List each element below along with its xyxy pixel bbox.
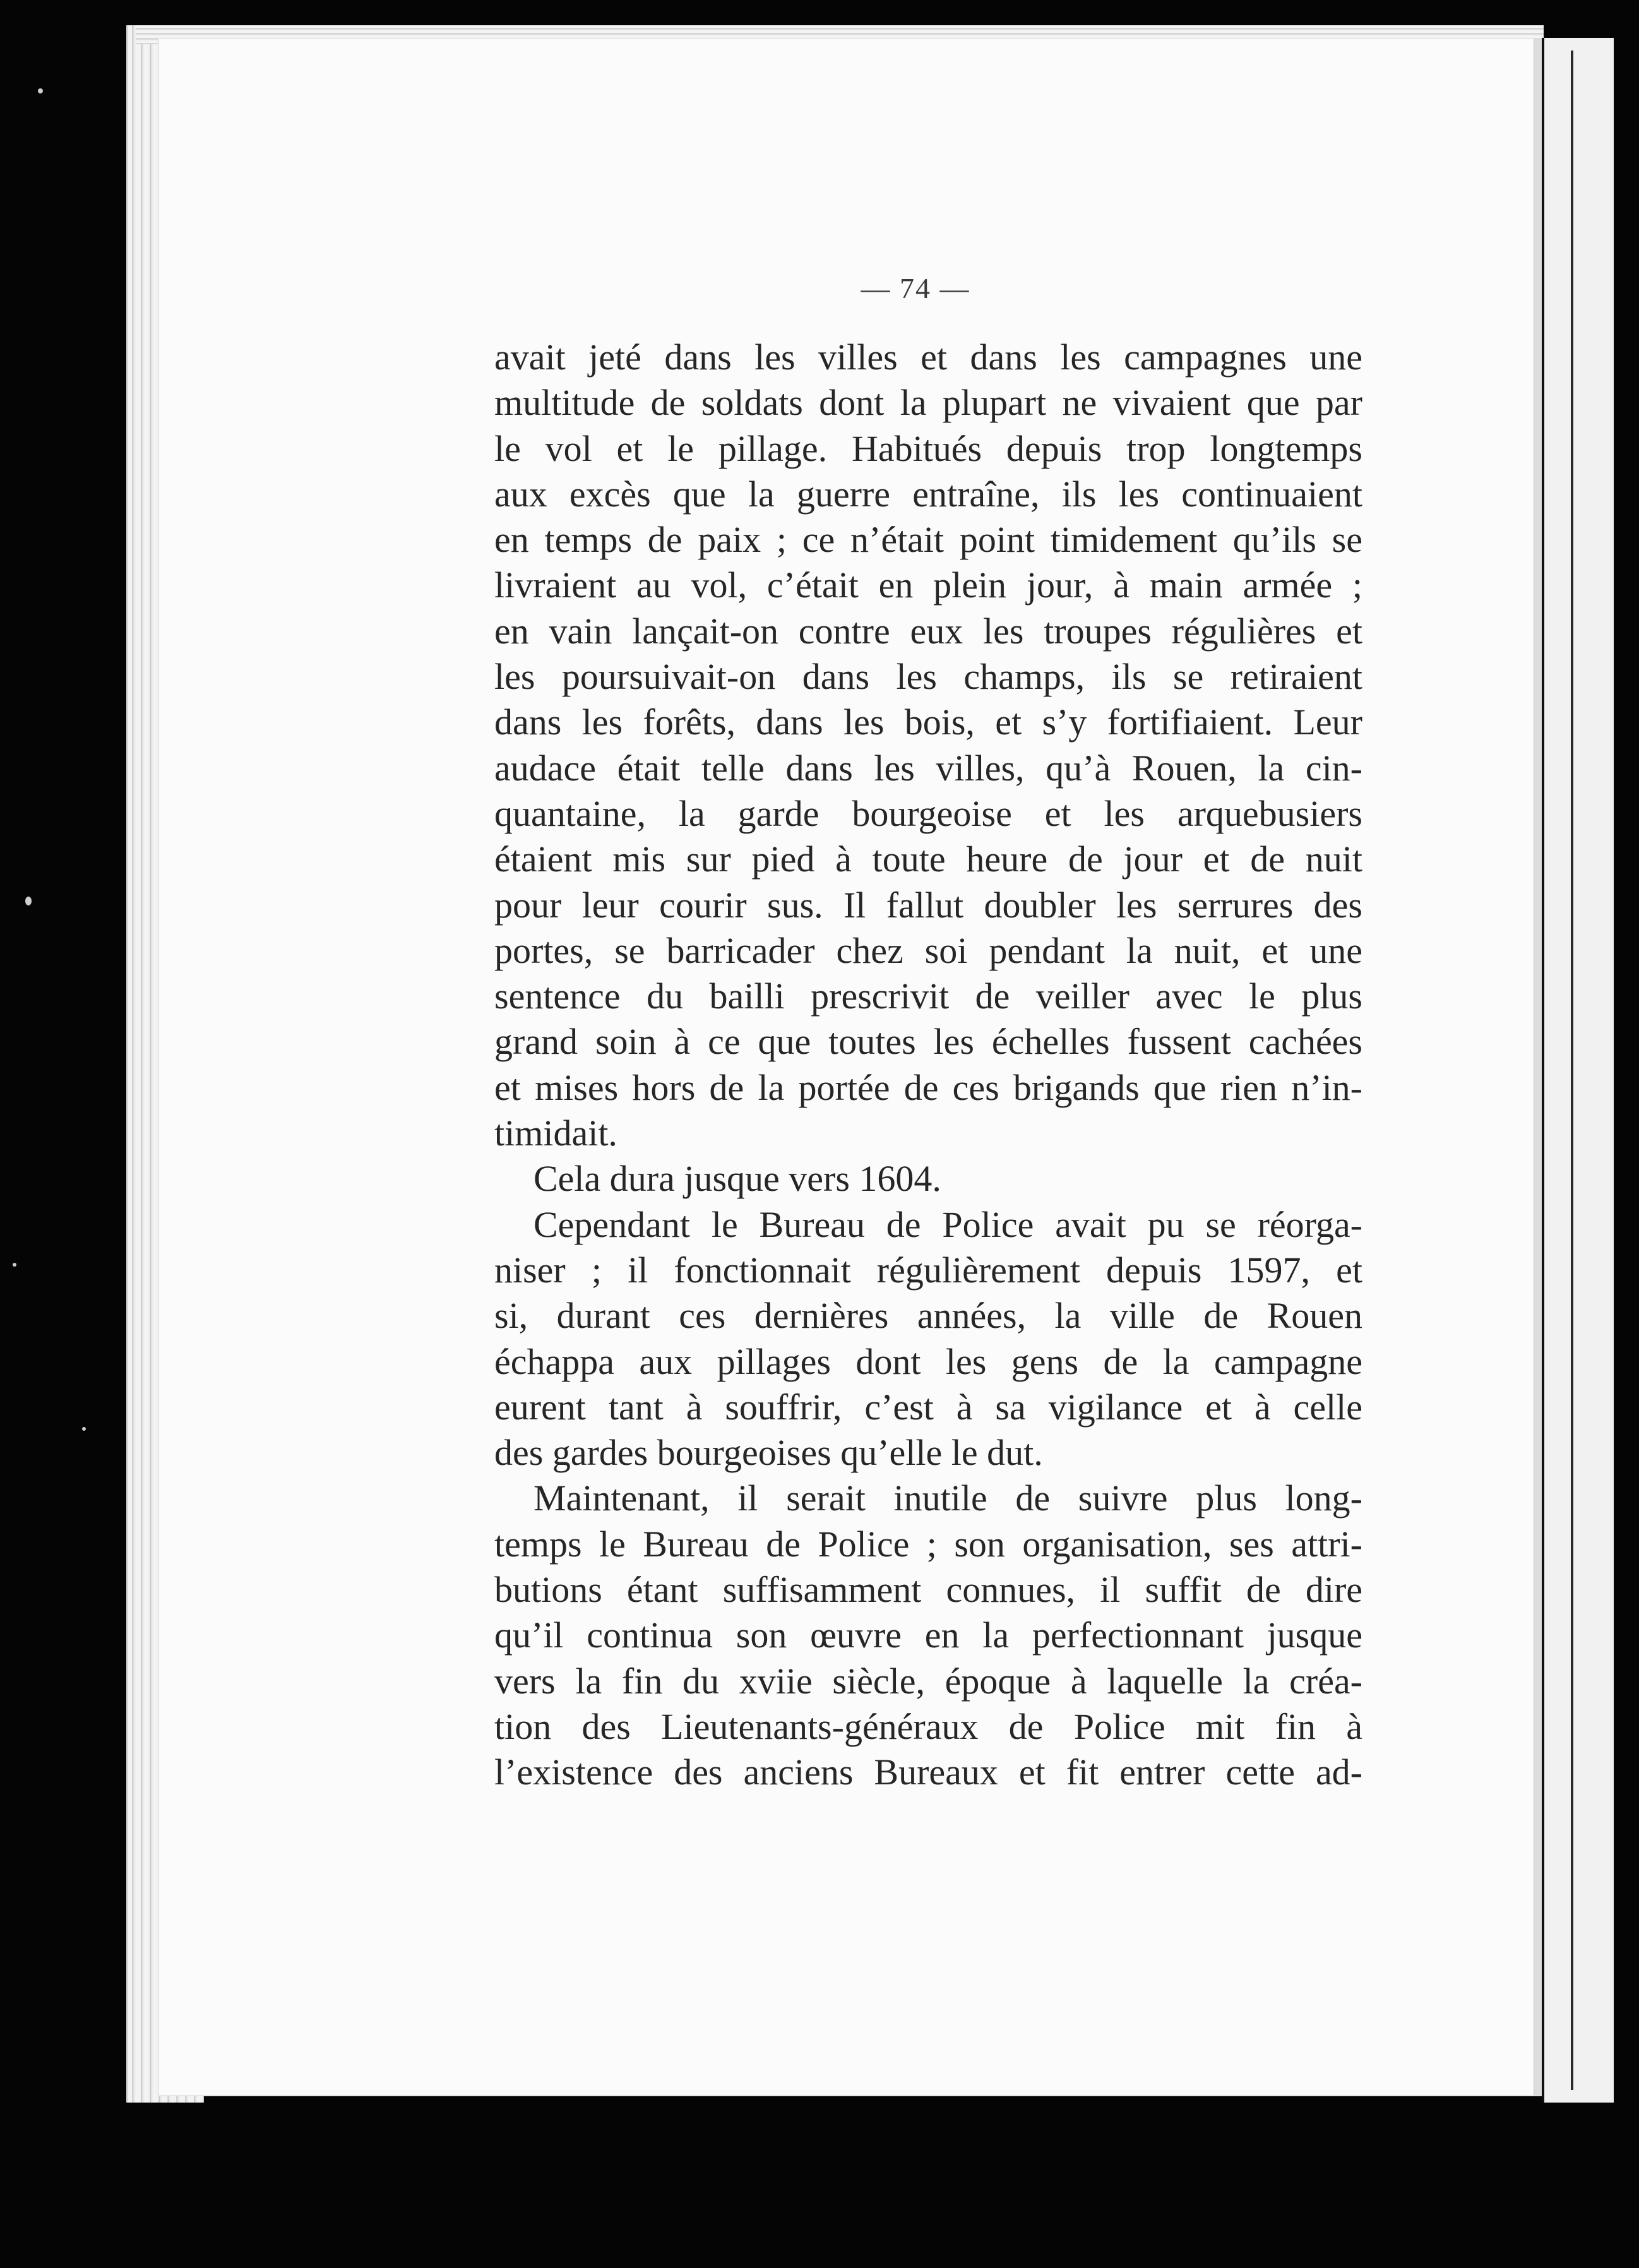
text-line: Cependant le Bureau de Police avait pu se réorga- <box>533 1203 1362 1245</box>
text-line: en vain lançait-on contre eux les troupes régulières et <box>494 610 1362 652</box>
scan-speck <box>82 1427 86 1431</box>
text-line: avait jeté dans les villes et dans les campagnes une <box>494 337 1362 378</box>
text-line: eurent tant à souffrir, c’est à sa vigilance et à celle <box>494 1386 1362 1428</box>
text-line: Maintenant, il serait inutile de suivre plus long- <box>533 1477 1362 1519</box>
text-line: timidait. <box>494 1113 617 1154</box>
text-line: et mises hors de la portée de ces brigands que rien n’in- <box>494 1066 1362 1108</box>
text-line: étaient mis sur pied à toute heure de jour et de nuit <box>494 839 1362 880</box>
text-line: l’existence des anciens Bureaux et fit entrer cette ad- <box>494 1752 1362 1793</box>
text-line: Cela dura jusque vers 1604. <box>533 1158 941 1200</box>
scan-speck <box>38 88 43 93</box>
page-number: — 74 — <box>861 272 970 304</box>
scan-speck <box>13 1263 16 1267</box>
scan-speck <box>25 897 32 905</box>
text-line: échappa aux pillages dont les gens de la campagne <box>494 1340 1362 1382</box>
text-line: si, durant ces dernières années, la ville de Rouen <box>494 1295 1362 1337</box>
text-line: livraient au vol, c’était en plein jour, à main armée ; <box>494 564 1362 606</box>
text-line: tion des Lieutenants-généraux de Police mit fin à <box>494 1705 1362 1747</box>
text-line: en temps de paix ; ce n’était point timidement qu’ils se <box>494 519 1362 561</box>
gutter-strip <box>1534 38 1542 2096</box>
text-line: le vol et le pillage. Habitués depuis trop longtemps <box>494 427 1362 469</box>
text-line: quantaine, la garde bourgeoise et les arquebusiers <box>494 792 1362 834</box>
text-line: multitude de soldats dont la plupart ne vivaient que par <box>494 382 1362 424</box>
text-line: aux excès que la guerre entraîne, ils les continuaient <box>494 473 1362 515</box>
text-line: audace était telle dans les villes, qu’à Rouen, la cin- <box>494 747 1362 789</box>
text-line: sentence du bailli prescrivit de veiller avec le plus <box>494 976 1362 1017</box>
facing-page-rule <box>1571 51 1573 2090</box>
text-line: pour leur courir sus. Il fallut doubler les serrures des <box>494 884 1362 926</box>
text-line: butions étant suffisamment connues, il suffit de dire <box>494 1569 1362 1611</box>
text-line: qu’il continua son œuvre en la perfectionnant jusque <box>494 1614 1362 1656</box>
body-text <box>494 335 1362 1796</box>
text-line: grand soin à ce que toutes les échelles fussent cachées <box>494 1021 1362 1063</box>
facing-page-edge <box>1542 38 1614 2103</box>
text-line: dans les forêts, dans les bois, et s’y fortifiaient. Leur <box>494 701 1362 743</box>
text-line: temps le Bureau de Police ; son organisation, ses attri- <box>494 1523 1362 1565</box>
text-line: vers la fin du xviie siècle, époque à laquelle la créa- <box>494 1660 1362 1702</box>
text-line: les poursuivait-on dans les champs, ils se retiraient <box>494 656 1362 698</box>
text-line: portes, se barricader chez soi pendant la nuit, et une <box>494 929 1362 971</box>
text-line: des gardes bourgeoises qu’elle le dut. <box>494 1432 1043 1474</box>
text-line: niser ; il fonctionnait régulièrement depuis 1597, et <box>494 1249 1362 1291</box>
